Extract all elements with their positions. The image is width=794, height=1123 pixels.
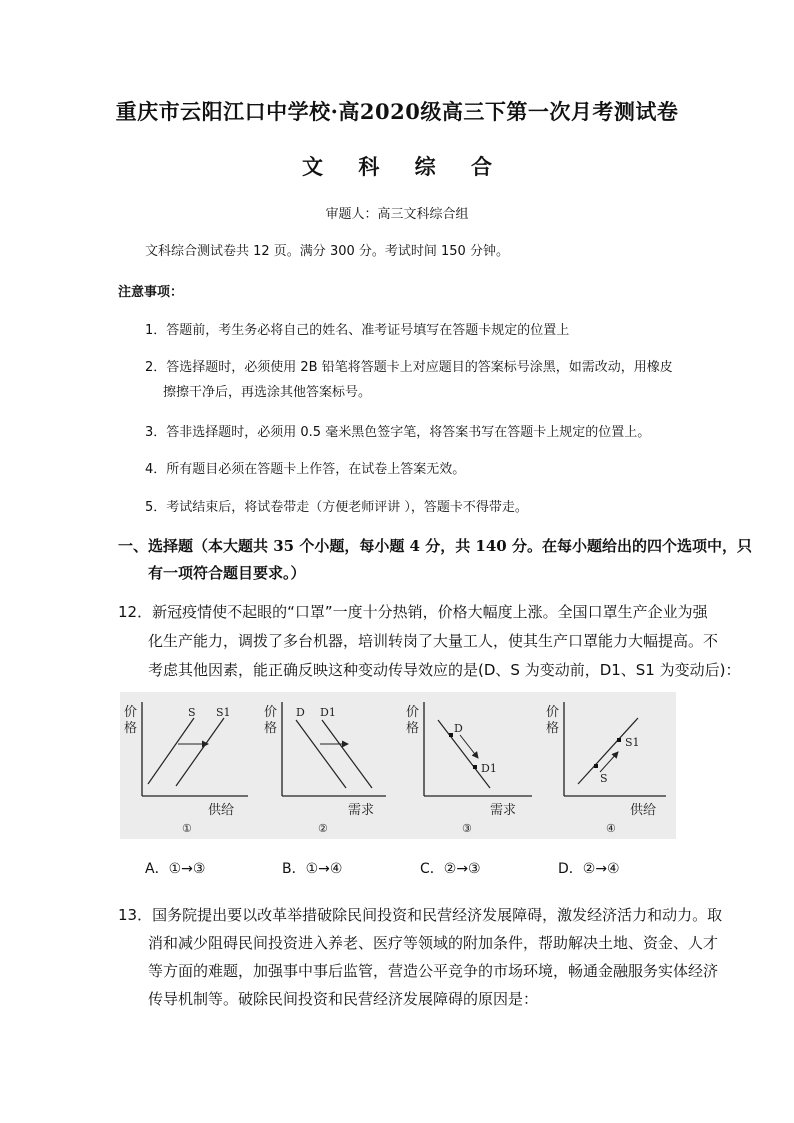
axis-demand-label: 需求 [348,803,375,818]
demand-curve-d [296,720,346,788]
point-s [594,764,598,768]
curve-label-d: D [296,706,305,719]
exam-title: 重庆市云阳江口中学校·高2020级高三下第一次月考测试卷 [115,99,679,124]
axis-price-label: 格 [406,721,420,736]
curve-label-d1: D1 [320,706,336,719]
panel-number-3: ③ [462,822,472,835]
axis-price-label: 价 [406,705,420,720]
axis-price-label: 格 [264,721,278,736]
movement-arrow [600,752,618,772]
q13-line-4: 传导机制等。破除民间投资和民营经济发展障碍的原因是： [148,990,539,1008]
point-label-s: S [600,772,608,785]
point-label-d: D [454,722,463,735]
notice-item-5: 5．考试结束后，将试卷带走（方便老师评讲 ），答题卡不得带走。 [145,500,528,515]
q12-line-2: 化生产能力，调拨了多台机器，培训转岗了大量工人，使其生产口罩能力大幅提高。不 [148,632,719,650]
q12-figure [120,692,676,839]
curve-label-s: S [188,706,196,719]
point-label-s1: S1 [625,736,640,749]
axis-price-label: 格 [546,721,560,736]
curve-label-s1: S1 [216,706,231,719]
supply-curve [578,718,638,784]
q12-option-d[interactable]: D．②→④ [558,861,620,877]
axis-price-label: 价 [124,705,138,720]
q13-line-1: 13．国务院提出要以改革举措破除民间投资和民营经济发展障碍，激发经济活力和动力。取 [118,906,723,924]
q12-option-b[interactable]: B．①→④ [282,861,343,877]
supply-demand-graphs [120,692,676,839]
demand-curve [438,720,490,788]
axis-price-label: 格 [124,721,138,736]
exam-subtitle: 文 科 综 合 [302,154,506,179]
notice-item-2: 2．答选择题时，必须使用 2B 铅笔将答题卡上对应题目的答案标号涂黑，如需改动，用橡皮 [145,360,673,375]
exam-info: 文科综合测试卷共 12 页。满分 300 分。考试时间 150 分钟。 [145,244,509,259]
point-s1 [617,738,621,742]
point-d [449,733,453,737]
axis-demand-label: 需求 [490,803,517,818]
supply-curve-s [148,718,194,784]
axis-price-label: 价 [264,705,278,720]
supply-curve-s1 [176,718,224,786]
q13-line-3: 等方面的难题，加强事中事后监管，营造公平竞争的市场环境，畅通金融服务实体经济 [148,962,719,980]
q12-option-c[interactable]: C．②→③ [420,861,481,877]
q12-option-a[interactable]: A．①→③ [145,861,206,877]
notice-item-4: 4．所有题目必须在答题卡上作答，在试卷上答案无效。 [145,462,466,477]
panel-number-1: ① [182,822,192,835]
notice-heading: 注意事项： [118,285,184,300]
axis-supply-label: 供给 [208,803,235,818]
notice-item-2-cont: 擦擦干净后，再选涂其他答案标号。 [163,385,372,400]
q12-line-1: 12．新冠疫情使不起眼的“口罩”一度十分热销，价格大幅度上涨。全国口罩生产企业为强 [118,603,708,621]
panel-number-2: ② [318,822,328,835]
axis-supply-label: 供给 [630,803,657,818]
q12-line-3: 考虑其他因素，能正确反映这种变动传导效应的是(D、S 为变动前，D1、S1 为变动后)： [148,661,741,679]
point-d1 [473,765,477,769]
axis-price-label: 价 [546,705,560,720]
reviewer-line: 审题人：高三文科综合组 [325,207,469,222]
graph-panel-1 [124,702,248,835]
movement-arrow [460,735,478,758]
section-heading-cont: 有一项符合题目要求。） [148,564,306,582]
graph-panel-2 [264,702,386,835]
section-heading: 一、选择题（本大题共 35 个小题，每小题 4 分，共 140 分。在每小题给出的四个选项中，只 [118,537,752,555]
point-label-d1: D1 [481,762,497,775]
panel-number-4: ④ [606,822,616,835]
q13-line-2: 消和减少阻碍民间投资进入养老、医疗等领域的附加条件，帮助解决土地、资金、人才 [148,934,719,952]
notice-item-1: 1．答题前，考生务必将自己的姓名、准考证号填写在答题卡规定的位置上 [145,323,570,338]
graph-panel-3 [406,702,532,835]
graph-panel-4 [546,702,666,835]
notice-item-3: 3．答非选择题时，必须用 0.5 毫米黑色签字笔，将答案书写在答题卡上规定的位置上。 [145,425,651,440]
demand-curve-d1 [322,720,372,788]
